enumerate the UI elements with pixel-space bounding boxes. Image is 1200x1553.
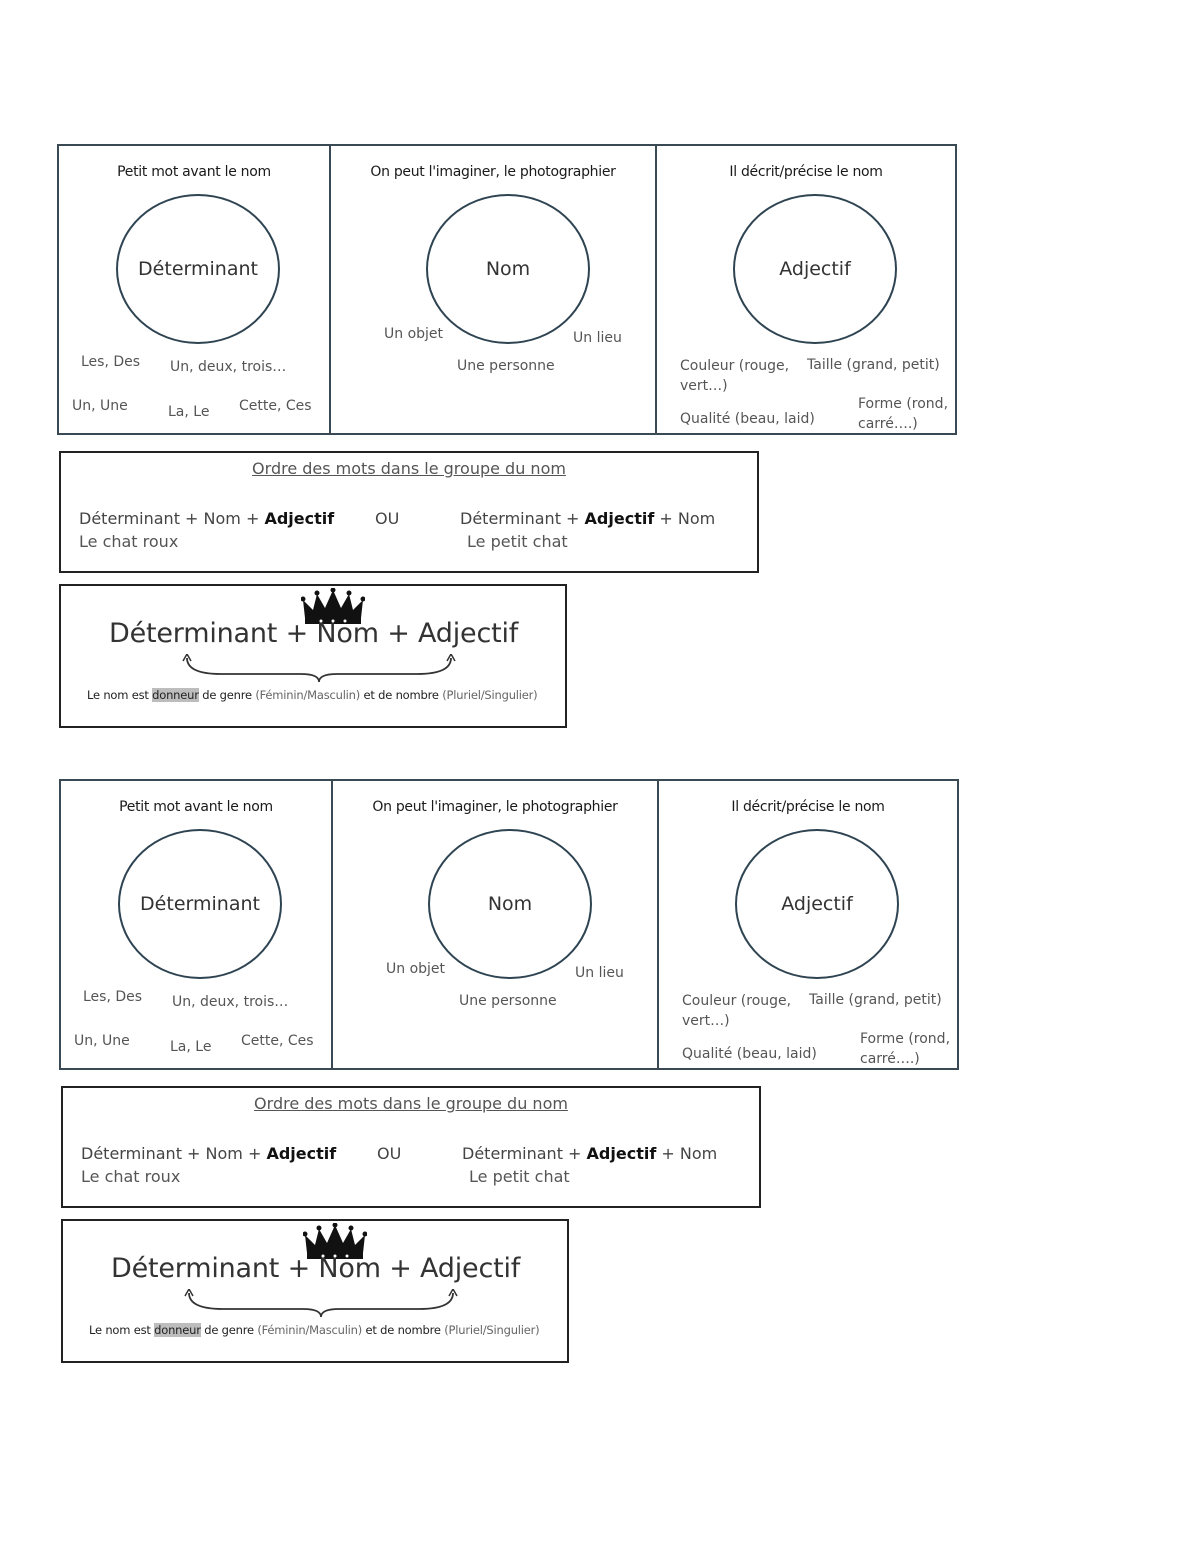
determinant-column bbox=[61, 781, 331, 1068]
sequence-example: Le chat roux bbox=[79, 532, 179, 551]
caption-nombre: (Pluriel/Singulier) bbox=[444, 1323, 540, 1337]
formula-nom: Nom bbox=[318, 1253, 381, 1284]
circle-label: Nom bbox=[487, 893, 533, 915]
noun-rule-caption bbox=[89, 1323, 539, 1337]
example: Un, Une bbox=[74, 1033, 130, 1049]
word-order-box bbox=[59, 451, 759, 573]
sequence-example: Le chat roux bbox=[81, 1167, 181, 1186]
example: Couleur (rouge, vert…) bbox=[682, 993, 792, 1029]
determinant-column bbox=[59, 146, 329, 433]
example: Taille (grand, petit) bbox=[809, 992, 942, 1008]
adjectif-circle bbox=[733, 194, 897, 344]
example: Les, Des bbox=[81, 354, 141, 370]
example: Un objet bbox=[386, 961, 446, 977]
column-heading: Il décrit/précise le nom bbox=[729, 164, 883, 180]
sequence-right bbox=[462, 1144, 717, 1163]
formula-plus: + bbox=[279, 1253, 319, 1284]
or-label: OU bbox=[377, 1144, 402, 1163]
caption-text: Le nom est bbox=[89, 1323, 155, 1337]
word-class-table bbox=[59, 779, 959, 1070]
determinant-circle bbox=[116, 194, 280, 344]
nom-column bbox=[331, 781, 657, 1068]
determinant-circle bbox=[118, 829, 282, 979]
circle-label: Déterminant bbox=[138, 258, 258, 280]
sequence-bold: Adjectif bbox=[586, 1144, 657, 1163]
noun-king-box bbox=[61, 1219, 569, 1363]
adjectif-column bbox=[657, 781, 957, 1068]
sequence-bold: Adjectif bbox=[266, 1144, 337, 1163]
caption-text: de genre bbox=[198, 688, 256, 702]
noun-group-formula bbox=[109, 618, 518, 649]
example: Forme (rond, carré….) bbox=[860, 1031, 951, 1067]
column-heading: Il décrit/précise le nom bbox=[731, 799, 885, 815]
formula-plus: + bbox=[277, 618, 317, 649]
example: Couleur (rouge, vert…) bbox=[680, 358, 790, 394]
example: Les, Des bbox=[83, 989, 143, 1005]
example: Qualité (beau, laid) bbox=[680, 411, 815, 427]
word-class-table bbox=[57, 144, 957, 435]
caption-genre: (Féminin/Masculin) bbox=[255, 688, 361, 702]
caption-text: Le nom est bbox=[87, 688, 153, 702]
noun-group-formula bbox=[111, 1253, 520, 1284]
column-heading: Petit mot avant le nom bbox=[117, 164, 271, 180]
sequence-text: + Nom bbox=[654, 509, 716, 528]
example: Forme (rond, carré….) bbox=[858, 396, 949, 432]
column-heading: On peut l'imaginer, le photographier bbox=[372, 799, 618, 815]
sequence-example: Le petit chat bbox=[467, 532, 568, 551]
caption-genre: (Féminin/Masculin) bbox=[257, 1323, 363, 1337]
sequence-left bbox=[79, 509, 334, 528]
noun-king-box bbox=[59, 584, 567, 728]
formula-plus: + bbox=[380, 1253, 421, 1284]
formula-determinant: Déterminant bbox=[111, 1253, 280, 1284]
example: La, Le bbox=[170, 1039, 212, 1055]
caption-highlight: donneur bbox=[154, 1323, 201, 1337]
formula-determinant: Déterminant bbox=[109, 618, 278, 649]
word-order-title: Ordre des mots dans le groupe du nom bbox=[252, 459, 566, 478]
formula-plus: + bbox=[378, 618, 419, 649]
nom-column bbox=[329, 146, 655, 433]
adjectif-column bbox=[655, 146, 955, 433]
sequence-bold: Adjectif bbox=[264, 509, 335, 528]
example: Cette, Ces bbox=[241, 1033, 314, 1049]
circle-label: Nom bbox=[485, 258, 531, 280]
sequence-bold: Adjectif bbox=[584, 509, 655, 528]
caption-text: et de nombre bbox=[360, 688, 443, 702]
example: Qualité (beau, laid) bbox=[682, 1046, 817, 1062]
circle-label: Adjectif bbox=[781, 893, 853, 915]
sequence-text: Déterminant + Nom + bbox=[81, 1144, 267, 1163]
example: Un, deux, trois… bbox=[170, 359, 287, 375]
example: Un lieu bbox=[573, 330, 622, 346]
formula-adjectif: Adjectif bbox=[418, 618, 519, 649]
sequence-text: Déterminant + bbox=[460, 509, 585, 528]
example: Un objet bbox=[384, 326, 444, 342]
sequence-left bbox=[81, 1144, 336, 1163]
caption-nombre: (Pluriel/Singulier) bbox=[442, 688, 538, 702]
or-label: OU bbox=[375, 509, 400, 528]
example: Taille (grand, petit) bbox=[807, 357, 940, 373]
column-heading: Petit mot avant le nom bbox=[119, 799, 273, 815]
caption-text: de genre bbox=[200, 1323, 258, 1337]
lesson-sheet-2 bbox=[2, 779, 1200, 1379]
brace-arrows bbox=[183, 1289, 459, 1319]
nom-circle bbox=[426, 194, 590, 344]
example: Une personne bbox=[457, 358, 555, 374]
formula-adjectif: Adjectif bbox=[420, 1253, 521, 1284]
sequence-right bbox=[460, 509, 715, 528]
sequence-text: Déterminant + bbox=[462, 1144, 587, 1163]
nom-circle bbox=[428, 829, 592, 979]
example: Un, deux, trois… bbox=[172, 994, 289, 1010]
example: Un, Une bbox=[72, 398, 128, 414]
example: Cette, Ces bbox=[239, 398, 312, 414]
circle-label: Déterminant bbox=[140, 893, 260, 915]
example: La, Le bbox=[168, 404, 210, 420]
lesson-sheet-1 bbox=[0, 144, 1200, 744]
example: Une personne bbox=[459, 993, 557, 1009]
brace-arrows bbox=[181, 654, 457, 684]
sequence-example: Le petit chat bbox=[469, 1167, 570, 1186]
word-order-box bbox=[61, 1086, 761, 1208]
word-order-title: Ordre des mots dans le groupe du nom bbox=[254, 1094, 568, 1113]
noun-rule-caption bbox=[87, 688, 537, 702]
circle-label: Adjectif bbox=[779, 258, 851, 280]
column-heading: On peut l'imaginer, le photographier bbox=[370, 164, 616, 180]
sequence-text: + Nom bbox=[656, 1144, 718, 1163]
example: Un lieu bbox=[575, 965, 624, 981]
caption-text: et de nombre bbox=[362, 1323, 445, 1337]
sequence-text: Déterminant + Nom + bbox=[79, 509, 265, 528]
formula-nom: Nom bbox=[316, 618, 379, 649]
caption-highlight: donneur bbox=[152, 688, 199, 702]
adjectif-circle bbox=[735, 829, 899, 979]
